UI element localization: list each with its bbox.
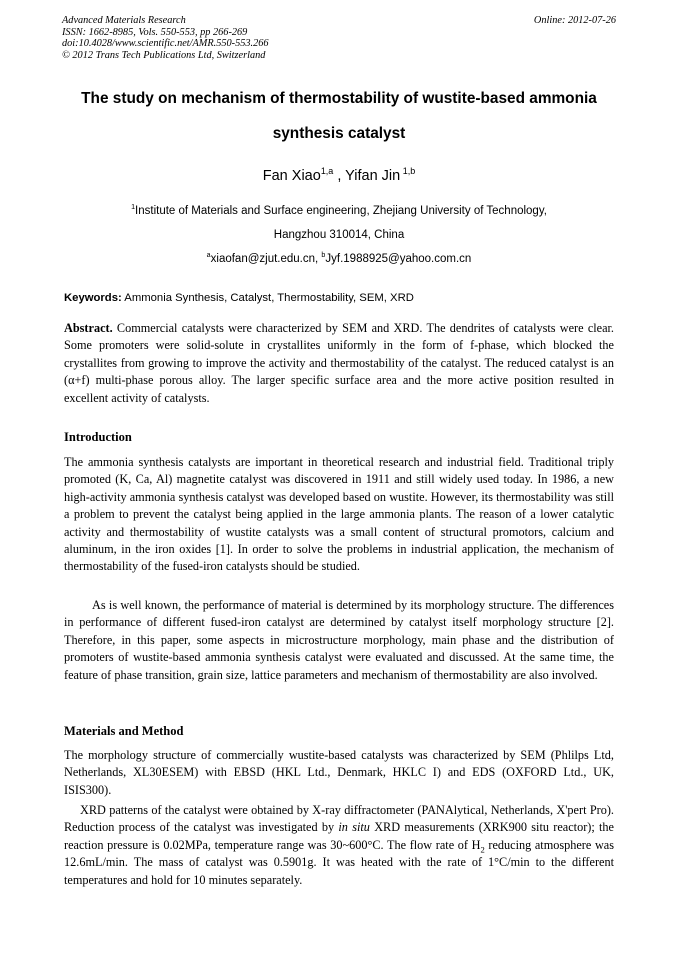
paper-title-line-1: The study on mechanism of thermostability of wustite-based ammonia: [81, 90, 597, 107]
abstract: [64, 320, 614, 407]
introduction-paragraph-1: The ammonia synthesis catalysts are important in theoretical research and industrial field. Traditional triply promoted (K, Ca, Al) magnetite catalyst was discovered in 1911 and still widely used today. In 1986, a new high-activity ammonia synthesis catalyst was developed based on wustite. However, its thermostability was still a problem to prevent the catalyst being applied in the large ammonia plants. The reason of a lower catalytic activity and thermostability of wustite catalysts was a small content of structural promotors, calcium and aluminum, in the iron oxides [1]. In order to solve the problems in industrial application, the mechanism of thermostability of the fused-iron catalysts should be studied.: [64, 455, 614, 574]
methods-paragraph-1: The morphology structure of commercially wustite-based catalysts was characterized by SEM (Phlilps Ltd, Netherlands, XL30ESEM) with EBSD (HKL Ltd., Denmark, HKLC I) and EDS (OXFORD Ltd., UK, ISIS300).: [64, 748, 614, 797]
methods-paragraph-2: XRD patterns of the catalyst were obtained by X-ray diffractometer (PANAlytical, Netherlands, X'pert Pro). Reduction process of the catalyst was investigated by in situ XRD measurements (XRK900 situ reactor); the reaction pressure is 0.02MPa, temperature range was 30~600°C. The flow rate of $H_2$ reducing atmosphere was 12.6mL/min. The mass of catalyst was 0.5901g. It was heated with the rate of 1°C/min to the different temperatures and hold for 10 minutes separately.: [64, 803, 614, 887]
email-b-marker: b: [321, 251, 326, 260]
author-separator: ,: [333, 168, 346, 184]
affiliation-marker: 1: [131, 203, 136, 212]
author-1-affil: 1,a: [320, 166, 334, 177]
author-1: Fan Xiao: [262, 168, 321, 184]
online-date: Online: 2012-07-26: [533, 15, 616, 26]
keywords-text: Ammonia Synthesis, Catalyst, Thermostability, SEM, XRD: [121, 292, 414, 304]
author-emails: [0, 253, 678, 265]
section-heading-materials-method: Materials and Method: [64, 724, 184, 738]
h2-subscript: 2: [480, 844, 485, 855]
email-a-marker: a: [206, 251, 211, 260]
abstract-text: Commercial catalysts were characterized by SEM and XRD. The dendrites of catalysts were clear. Some promoters were solid-solute in crystallites uniformly in the form of f-phase, which blocked the crystallites from growing to improve the activity and thermostability of the catalyst. The reduced catalyst is an (α+f) multi-phase porous alloy. The larger specific surface area and the more active position resulted in excellent activity of catalysts.: [64, 321, 614, 405]
section-heading-introduction: Introduction: [64, 430, 132, 444]
issn-line: ISSN: 1662-8985, Vols. 550-553, pp 266-269: [62, 26, 248, 38]
journal-header: [62, 15, 269, 61]
affiliation-line-1: $^1$Institute of Materials and Surface engineering, Zhejiang University of Technology,: [131, 203, 547, 217]
email-a: xiaofan@zjut.edu.cn,: [210, 253, 322, 265]
introduction-paragraph-2: As is well known, the performance of material is determined by its morphology structure. The differences in performance of different fused-iron catalyst are determined by catalyst itself morphology structure [2]. Therefore, in this paper, some aspects in microstructure morphology, main phase and the distribution of promoters of wustite-based ammonia synthesis catalyst were evaluated and discussed. At the same time, the feature of phase transition, grain size, lattice parameters and mechanism of thermostability are also involved.: [64, 598, 614, 682]
journal-name: Advanced Materials Research: [62, 15, 186, 26]
author-list: [0, 168, 678, 184]
author-2: Yifan Jin: [345, 168, 401, 184]
author-2-affil: 1,b: [400, 166, 416, 177]
keywords-label: Keywords:: [64, 292, 122, 304]
keywords: [64, 292, 616, 304]
abstract-label: Abstract.: [64, 321, 113, 335]
in-situ-term: in situ: [338, 820, 370, 835]
email-b: Jyf.1988925@yahoo.com.cn: [325, 253, 472, 265]
paper-title-line-2: synthesis catalyst: [272, 125, 406, 142]
copyright-line: © 2012 Trans Tech Publications Ltd, Switzerland: [62, 49, 266, 61]
affiliation-line-2: Hangzhou 310014, China: [273, 229, 405, 241]
doi-line: doi:10.4028/www.scientific.net/AMR.550-553.266: [62, 38, 269, 50]
